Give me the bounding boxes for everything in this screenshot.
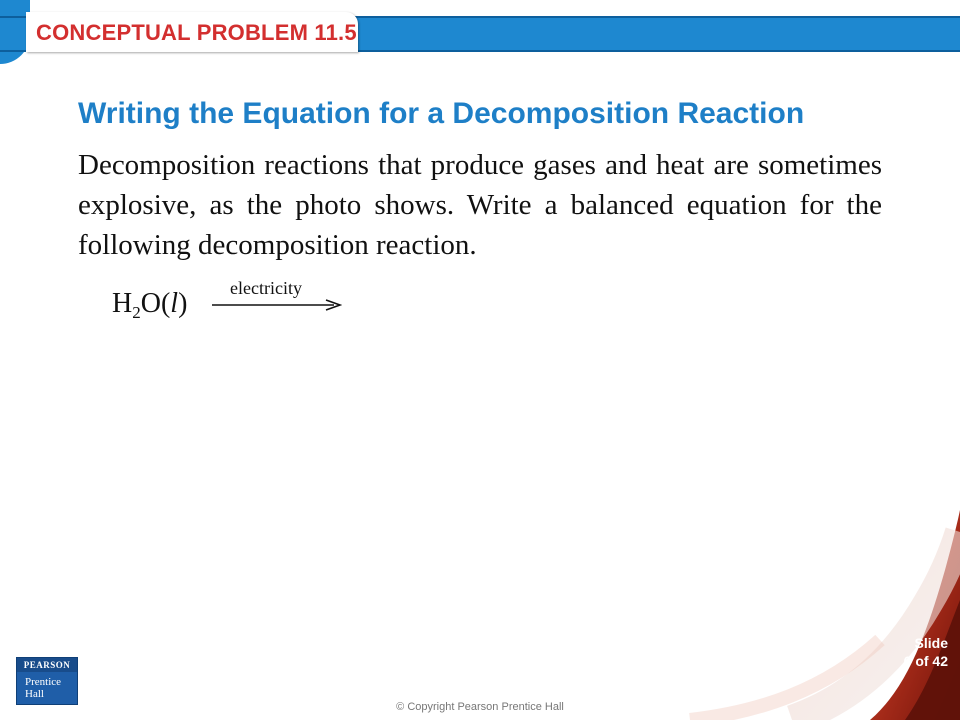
reactant-state: l <box>170 288 179 319</box>
logo-bottom-text <box>25 676 61 700</box>
reactant-main: H <box>112 288 133 319</box>
slide-number <box>904 634 948 670</box>
slide-count: 6 of 42 <box>903 653 948 669</box>
logo-line-1: Prentice <box>25 676 62 688</box>
publisher-logo <box>16 657 78 705</box>
slide-title: Writing the Equation for a Decomposition Reaction <box>78 97 805 130</box>
header-label: CONCEPTUAL PROBLEM 11.5 <box>36 20 357 45</box>
reactant-close: ) <box>178 288 188 319</box>
reactant-rest: O( <box>140 288 171 319</box>
equation-reactant <box>112 288 187 323</box>
slide-body-text: Decomposition reactions that produce gases and heat are sometimes explosive, as the photo shows. Write a balanced equation for the following decomposition reaction. <box>78 149 882 261</box>
arrow-label: electricity <box>230 278 302 298</box>
reactant-subscript: 2 <box>132 303 141 322</box>
reaction-arrow-icon <box>212 298 342 312</box>
copyright-text: © Copyright Pearson Prentice Hall <box>396 701 564 713</box>
logo-line-2: Hall <box>25 688 44 700</box>
logo-top-text: PEARSON <box>17 658 77 672</box>
slide-word: Slide <box>914 635 948 651</box>
header-tab <box>26 12 358 52</box>
